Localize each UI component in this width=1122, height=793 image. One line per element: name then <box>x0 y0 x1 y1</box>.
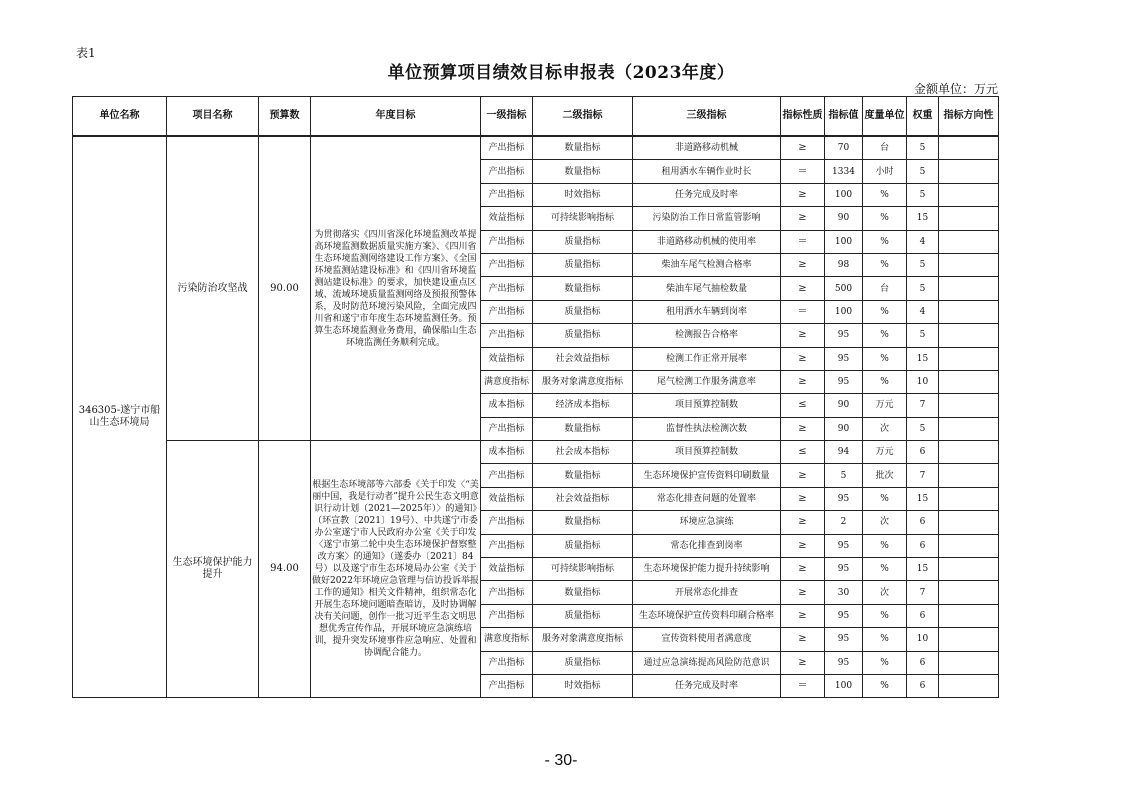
measure-unit-cell: % <box>863 674 907 697</box>
indicator-nature-cell: ≥ <box>781 487 825 510</box>
weight-cell: 10 <box>907 370 939 393</box>
measure-unit-cell: 台 <box>863 136 907 160</box>
level2-indicator-cell: 质量指标 <box>533 604 633 627</box>
col-header: 二级指标 <box>533 97 633 137</box>
level1-indicator-cell: 效益指标 <box>481 347 533 370</box>
direction-cell <box>939 277 999 300</box>
weight-cell: 4 <box>907 230 939 253</box>
level1-indicator-cell: 成本指标 <box>481 394 533 417</box>
measure-unit-cell: 万元 <box>863 441 907 464</box>
measure-unit-cell: % <box>863 230 907 253</box>
col-header: 权重 <box>907 97 939 137</box>
indicator-nature-cell: ≥ <box>781 604 825 627</box>
direction-cell <box>939 347 999 370</box>
indicator-nature-cell: ≥ <box>781 347 825 370</box>
weight-cell: 15 <box>907 487 939 510</box>
indicator-nature-cell: ≥ <box>781 581 825 604</box>
indicator-nature-cell: ＝ <box>781 300 825 323</box>
level1-indicator-cell: 效益指标 <box>481 207 533 230</box>
level2-indicator-cell: 数量指标 <box>533 277 633 300</box>
table-row <box>73 136 999 160</box>
unit-name-cell: 346305-遂宁市船山生态环境局 <box>73 136 167 698</box>
direction-cell <box>939 253 999 276</box>
level2-indicator-cell: 质量指标 <box>533 253 633 276</box>
level3-indicator-cell: 生态环境保护宣传资料印刷数量 <box>633 464 781 487</box>
level3-indicator-cell: 环境应急演练 <box>633 511 781 534</box>
direction-cell <box>939 324 999 347</box>
col-header: 度量单位 <box>863 97 907 137</box>
direction-cell <box>939 441 999 464</box>
weight-cell: 5 <box>907 277 939 300</box>
measure-unit-cell: % <box>863 324 907 347</box>
weight-cell: 7 <box>907 394 939 417</box>
indicator-value-cell: 100 <box>825 300 863 323</box>
indicator-value-cell: 90 <box>825 417 863 440</box>
level1-indicator-cell: 产出指标 <box>481 651 533 674</box>
level2-indicator-cell: 质量指标 <box>533 300 633 323</box>
indicator-nature-cell: ≥ <box>781 253 825 276</box>
col-header: 指标值 <box>825 97 863 137</box>
level2-indicator-cell: 社会效益指标 <box>533 487 633 510</box>
indicator-nature-cell: ≥ <box>781 651 825 674</box>
weight-cell: 5 <box>907 324 939 347</box>
measure-unit-cell: % <box>863 370 907 393</box>
direction-cell <box>939 511 999 534</box>
level3-indicator-cell: 非道路移动机械 <box>633 136 781 160</box>
col-header: 指标性质 <box>781 97 825 137</box>
measure-unit-cell: % <box>863 487 907 510</box>
indicator-value-cell: 70 <box>825 136 863 160</box>
performance-target-table <box>72 96 999 698</box>
level1-indicator-cell: 产出指标 <box>481 581 533 604</box>
indicator-nature-cell: ≥ <box>781 277 825 300</box>
indicator-nature-cell: ≥ <box>781 464 825 487</box>
direction-cell <box>939 183 999 206</box>
level2-indicator-cell: 时效指标 <box>533 183 633 206</box>
indicator-value-cell: 90 <box>825 394 863 417</box>
measure-unit-cell: % <box>863 651 907 674</box>
direction-cell <box>939 230 999 253</box>
level3-indicator-cell: 尾气检测工作服务满意率 <box>633 370 781 393</box>
level2-indicator-cell: 数量指标 <box>533 511 633 534</box>
indicator-value-cell: 100 <box>825 674 863 697</box>
measure-unit-cell: % <box>863 558 907 581</box>
indicator-value-cell: 95 <box>825 534 863 557</box>
level3-indicator-cell: 监督性执法检测次数 <box>633 417 781 440</box>
weight-cell: 10 <box>907 628 939 651</box>
level1-indicator-cell: 产出指标 <box>481 183 533 206</box>
level1-indicator-cell: 产出指标 <box>481 511 533 534</box>
measure-unit-cell: % <box>863 534 907 557</box>
direction-cell <box>939 487 999 510</box>
level3-indicator-cell: 任务完成及时率 <box>633 183 781 206</box>
indicator-nature-cell: ≥ <box>781 324 825 347</box>
level1-indicator-cell: 满意度指标 <box>481 628 533 651</box>
indicator-nature-cell: ＝ <box>781 230 825 253</box>
col-header: 年度目标 <box>311 97 481 137</box>
weight-cell: 7 <box>907 464 939 487</box>
level1-indicator-cell: 产出指标 <box>481 604 533 627</box>
annual-goal-cell: 为贯彻落实《四川省深化环境监测改革提高环境监测数据质量实施方案》、《四川省生态环境监测网络建设工作方案》、《全国环境监测站建设标准》和《四川省环境监测站建设标准》的要求，加快建设重点区域、流域环境质量监测网络及预报预警体系，及时防范环境污染风险，全面完成四川省和遂宁市年度生态环境监测任务。预算生态环境监测业务费用，确保船山生态环境监测任务顺利完成。 <box>311 136 481 441</box>
level3-indicator-cell: 非道路移动机械的使用率 <box>633 230 781 253</box>
indicator-nature-cell: ≥ <box>781 534 825 557</box>
indicator-value-cell: 500 <box>825 277 863 300</box>
indicator-nature-cell: ≤ <box>781 394 825 417</box>
indicator-value-cell: 90 <box>825 207 863 230</box>
measure-unit-cell: 台 <box>863 277 907 300</box>
indicator-value-cell: 30 <box>825 581 863 604</box>
weight-cell: 5 <box>907 160 939 183</box>
level1-indicator-cell: 效益指标 <box>481 558 533 581</box>
level1-indicator-cell: 成本指标 <box>481 441 533 464</box>
direction-cell <box>939 534 999 557</box>
level3-indicator-cell: 项目预算控制数 <box>633 394 781 417</box>
measure-unit-cell: % <box>863 604 907 627</box>
indicator-value-cell: 95 <box>825 324 863 347</box>
project-name-cell: 污染防治攻坚战 <box>167 136 259 441</box>
level3-indicator-cell: 检测工作正常开展率 <box>633 347 781 370</box>
direction-cell <box>939 674 999 697</box>
indicator-value-cell: 2 <box>825 511 863 534</box>
level3-indicator-cell: 常态化排查问题的处置率 <box>633 487 781 510</box>
indicator-value-cell: 98 <box>825 253 863 276</box>
indicator-nature-cell: ≥ <box>781 628 825 651</box>
level3-indicator-cell: 柴油车尾气抽检数量 <box>633 277 781 300</box>
level3-indicator-cell: 租用洒水车辆作业时长 <box>633 160 781 183</box>
level2-indicator-cell: 服务对象满意度指标 <box>533 628 633 651</box>
level2-indicator-cell: 可持续影响指标 <box>533 558 633 581</box>
indicator-nature-cell: ＝ <box>781 160 825 183</box>
weight-cell: 5 <box>907 136 939 160</box>
level1-indicator-cell: 产出指标 <box>481 300 533 323</box>
weight-cell: 5 <box>907 183 939 206</box>
weight-cell: 15 <box>907 558 939 581</box>
indicator-value-cell: 95 <box>825 604 863 627</box>
measure-unit-cell: 次 <box>863 581 907 604</box>
level1-indicator-cell: 产出指标 <box>481 534 533 557</box>
indicator-value-cell: 5 <box>825 464 863 487</box>
col-header: 单位名称 <box>73 97 167 137</box>
level2-indicator-cell: 可持续影响指标 <box>533 207 633 230</box>
indicator-value-cell: 95 <box>825 628 863 651</box>
direction-cell <box>939 628 999 651</box>
weight-cell: 6 <box>907 441 939 464</box>
direction-cell <box>939 394 999 417</box>
col-header: 指标方向性 <box>939 97 999 137</box>
level3-indicator-cell: 项目预算控制数 <box>633 441 781 464</box>
indicator-value-cell: 95 <box>825 370 863 393</box>
level2-indicator-cell: 数量指标 <box>533 464 633 487</box>
indicator-value-cell: 95 <box>825 487 863 510</box>
level2-indicator-cell: 质量指标 <box>533 324 633 347</box>
weight-cell: 6 <box>907 674 939 697</box>
level2-indicator-cell: 数量指标 <box>533 136 633 160</box>
level3-indicator-cell: 任务完成及时率 <box>633 674 781 697</box>
measure-unit-cell: % <box>863 347 907 370</box>
table-row <box>73 441 999 464</box>
level3-indicator-cell: 租用洒水车辆到岗率 <box>633 300 781 323</box>
col-header: 预算数 <box>259 97 311 137</box>
weight-cell: 6 <box>907 534 939 557</box>
level3-indicator-cell: 生态环境保护宣传资料印刷合格率 <box>633 604 781 627</box>
measure-unit-cell: 次 <box>863 511 907 534</box>
level2-indicator-cell: 质量指标 <box>533 230 633 253</box>
level1-indicator-cell: 产出指标 <box>481 160 533 183</box>
measure-unit-cell: 万元 <box>863 394 907 417</box>
indicator-nature-cell: ≥ <box>781 417 825 440</box>
level2-indicator-cell: 数量指标 <box>533 160 633 183</box>
annual-goal-cell: 根据生态环境部等六部委《关于印发〈“美丽中国，我是行动者”提升公民生态文明意识行动计划（2021—2025年）〉的通知》（环宣教〔2021〕19号）、中共遂宁市委办公室遂宁市人民政府办公室《关于印发〈遂宁市第二轮中央生态环境保护督察整改方案〉的通知》（遂委办〔2021〕84号）以及遂宁市生态环境局办公室《关于做好2022年环境应急管理与信访投诉举报工作的通知》相关文件精神，组织常态化开展生态环境问题暗查暗访，及时协调解决有关问题，创作一批习近平生态文明思想优秀宣传作品，开展环境应急演练培训，提升突发环境事件应急响应、处置和协调配合能力。 <box>311 441 481 698</box>
level1-indicator-cell: 产出指标 <box>481 464 533 487</box>
level1-indicator-cell: 产出指标 <box>481 417 533 440</box>
measure-unit-cell: % <box>863 628 907 651</box>
page-number: - 30- <box>544 752 578 769</box>
level2-indicator-cell: 质量指标 <box>533 534 633 557</box>
weight-cell: 6 <box>907 604 939 627</box>
indicator-nature-cell: ≥ <box>781 183 825 206</box>
indicator-value-cell: 94 <box>825 441 863 464</box>
level3-indicator-cell: 常态化排查到岗率 <box>633 534 781 557</box>
indicator-nature-cell: ≤ <box>781 441 825 464</box>
measure-unit-cell: % <box>863 207 907 230</box>
indicator-value-cell: 1334 <box>825 160 863 183</box>
budget-cell: 94.00 <box>259 441 311 698</box>
direction-cell <box>939 651 999 674</box>
weight-cell: 6 <box>907 511 939 534</box>
header-row <box>73 97 999 137</box>
level1-indicator-cell: 产出指标 <box>481 277 533 300</box>
budget-cell: 90.00 <box>259 136 311 441</box>
direction-cell <box>939 581 999 604</box>
project-name-cell: 生态环境保护能力提升 <box>167 441 259 698</box>
measure-unit-cell: % <box>863 300 907 323</box>
level3-indicator-cell: 通过应急演练提高风险防范意识 <box>633 651 781 674</box>
measure-unit-cell: % <box>863 183 907 206</box>
level3-indicator-cell: 宣传资料使用者满意度 <box>633 628 781 651</box>
level3-indicator-cell: 检测报告合格率 <box>633 324 781 347</box>
direction-cell <box>939 136 999 160</box>
direction-cell <box>939 207 999 230</box>
indicator-value-cell: 100 <box>825 183 863 206</box>
weight-cell: 7 <box>907 581 939 604</box>
level1-indicator-cell: 产出指标 <box>481 674 533 697</box>
indicator-nature-cell: ≥ <box>781 136 825 160</box>
level3-indicator-cell: 生态环境保护能力提升持续影响 <box>633 558 781 581</box>
level3-indicator-cell: 污染防治工作日常监管影响 <box>633 207 781 230</box>
weight-cell: 5 <box>907 253 939 276</box>
indicator-nature-cell: ＝ <box>781 674 825 697</box>
indicator-nature-cell: ≥ <box>781 370 825 393</box>
page-title: 单位预算项目绩效目标申报表（2023年度） <box>387 63 735 83</box>
indicator-nature-cell: ≥ <box>781 207 825 230</box>
direction-cell <box>939 300 999 323</box>
level1-indicator-cell: 产出指标 <box>481 136 533 160</box>
direction-cell <box>939 464 999 487</box>
measure-unit-cell: 批次 <box>863 464 907 487</box>
direction-cell <box>939 558 999 581</box>
level3-indicator-cell: 柴油车尾气检测合格率 <box>633 253 781 276</box>
level1-indicator-cell: 产出指标 <box>481 324 533 347</box>
level2-indicator-cell: 数量指标 <box>533 581 633 604</box>
col-header: 三级指标 <box>633 97 781 137</box>
indicator-value-cell: 95 <box>825 347 863 370</box>
measure-unit-cell: % <box>863 253 907 276</box>
direction-cell <box>939 160 999 183</box>
table-number-label: 表1 <box>76 46 96 60</box>
measure-unit-cell: 小时 <box>863 160 907 183</box>
indicator-value-cell: 95 <box>825 651 863 674</box>
level1-indicator-cell: 效益指标 <box>481 487 533 510</box>
col-header: 项目名称 <box>167 97 259 137</box>
level2-indicator-cell: 服务对象满意度指标 <box>533 370 633 393</box>
level2-indicator-cell: 社会成本指标 <box>533 441 633 464</box>
direction-cell <box>939 370 999 393</box>
level2-indicator-cell: 时效指标 <box>533 674 633 697</box>
level1-indicator-cell: 产出指标 <box>481 230 533 253</box>
level1-indicator-cell: 产出指标 <box>481 253 533 276</box>
indicator-nature-cell: ≥ <box>781 511 825 534</box>
measure-unit-cell: 次 <box>863 417 907 440</box>
weight-cell: 6 <box>907 651 939 674</box>
level3-indicator-cell: 开展常态化排查 <box>633 581 781 604</box>
amount-unit-note: 金额单位：万元 <box>913 82 998 96</box>
weight-cell: 5 <box>907 417 939 440</box>
indicator-value-cell: 100 <box>825 230 863 253</box>
level2-indicator-cell: 经济成本指标 <box>533 394 633 417</box>
level2-indicator-cell: 社会效益指标 <box>533 347 633 370</box>
weight-cell: 15 <box>907 347 939 370</box>
col-header: 一级指标 <box>481 97 533 137</box>
weight-cell: 15 <box>907 207 939 230</box>
level2-indicator-cell: 质量指标 <box>533 651 633 674</box>
indicator-value-cell: 95 <box>825 558 863 581</box>
indicator-nature-cell: ≥ <box>781 558 825 581</box>
direction-cell <box>939 417 999 440</box>
direction-cell <box>939 604 999 627</box>
weight-cell: 4 <box>907 300 939 323</box>
level1-indicator-cell: 满意度指标 <box>481 370 533 393</box>
level2-indicator-cell: 数量指标 <box>533 417 633 440</box>
